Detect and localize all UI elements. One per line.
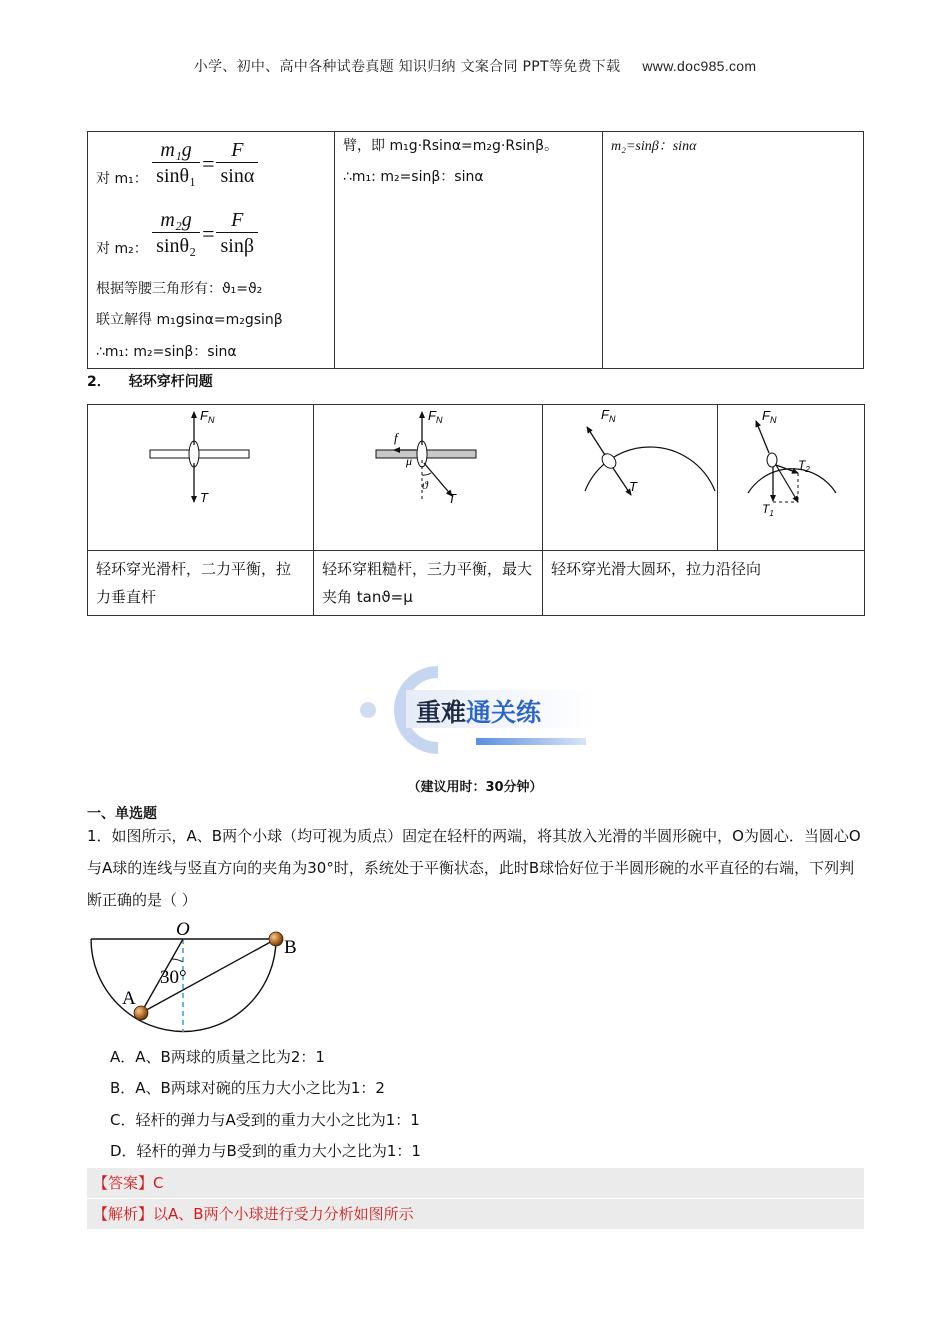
ball-a (134, 1006, 148, 1020)
section-title: 一、单选题 (87, 806, 157, 822)
big-ring-diagram (543, 405, 717, 546)
isosceles-line: 根据等腰三角形有：ϑ₁=ϑ₂ (96, 281, 263, 297)
normal-force-arrow (756, 421, 769, 453)
label-fn: $F_N$ (762, 408, 777, 425)
formula-cell-middle (335, 132, 603, 369)
diagram-smooth-rod (88, 405, 314, 551)
label-f: f (394, 430, 398, 445)
label-fn: $F_N$ (601, 407, 616, 424)
normal-force-arrow (587, 427, 605, 455)
label-t1: $T_1$ (762, 502, 774, 518)
fraction-m1g: $\frac{\text{m₁g}}{\text{sinθ₁}}$ (152, 138, 200, 189)
analysis-box (87, 1199, 864, 1229)
big-ring-arc (748, 469, 836, 493)
formula-cell-left (88, 132, 335, 369)
label-fn: $F_N$ (428, 408, 443, 425)
solve-line: 联立解得 m₁gsinα=m₂gsinβ (96, 312, 283, 328)
label-o: O (176, 919, 190, 940)
label-t: T (629, 479, 637, 494)
ratio-line-left: ∴m₁: m₂=sinβ：sinα (96, 344, 237, 360)
formula-cell-right (603, 132, 864, 369)
question-text: 1．如图所示，A、B两个小球（均可视为质点）固定在轻杆的两端，将其放入光滑的半圆形碗中，O为圆心．当圆心O与A球的连线与竖直方向的夹角为30°时，系统处于平衡状态，此时B球恰好位于半圆形碗的水平直径的右端，下列判断正确的是（ ） (87, 827, 861, 909)
label-t: T (200, 490, 208, 505)
ball-b (269, 932, 283, 946)
bowl-figure (86, 918, 306, 1036)
answer-value: C (153, 1174, 164, 1192)
caption-rough-rod: 轻环穿粗糙杆，三力平衡，最大夹角 tanϑ=μ (314, 551, 543, 616)
caption-smooth-rod: 轻环穿光滑杆，二力平衡，拉力垂直杆 (88, 551, 314, 616)
label-a: A (122, 988, 136, 1009)
diagram-big-ring-decomposed (718, 405, 865, 551)
angle-arc (172, 959, 183, 962)
label-t2: $T_2$ (798, 458, 810, 474)
banner-bar (476, 738, 586, 745)
diagram-big-ring (543, 405, 718, 551)
banner-title: 重难通关练 (416, 698, 542, 727)
moment-line: 臂，即 m₁g·Rsinα=m₂g·Rsinβ。 (343, 138, 559, 154)
ring-rod-table (87, 404, 865, 616)
label-theta: ϑ (422, 478, 428, 492)
option-a[interactable]: A．A、B两球的质量之比为2：1 (110, 1048, 325, 1066)
header-url[interactable]: www.doc985.com (642, 58, 757, 74)
option-c[interactable]: C．轻杆的弹力与A受到的重力大小之比为1：1 (110, 1111, 420, 1129)
option-b[interactable]: B．A、B两球对碗的压力大小之比为1：2 (110, 1079, 385, 1097)
header-text: 小学、初中、高中各种试卷真题 知识归纳 文案合同 PPT等免费下载 (193, 59, 621, 75)
analysis-text: 以A、B两个小球进行受力分析如图所示 (153, 1205, 414, 1223)
label-angle: 30° (160, 967, 187, 988)
fraction-f-beta: $\frac{F}{\sin\beta}$ (216, 208, 258, 259)
formula-table (87, 131, 864, 369)
ratio-line-right: m₂=sinβ：sinα (611, 139, 697, 154)
diagram-rough-rod (314, 405, 543, 551)
label-mu: μ (406, 454, 413, 468)
practice-banner (350, 662, 600, 758)
caption-big-ring: 轻环穿光滑大圆环，拉力沿径向 (543, 551, 865, 616)
resultant-arrow (776, 465, 798, 502)
smooth-rod-diagram (88, 405, 313, 546)
label-t: T (448, 491, 456, 506)
fraction-m2g: $\frac{\text{m₂g}}{\text{sinθ₂}}$ (152, 208, 200, 259)
answer-box (87, 1168, 864, 1198)
rough-rod-diagram (314, 405, 542, 546)
ring (599, 451, 618, 471)
analysis-label: 【解析】 (93, 1205, 154, 1223)
ratio-line-middle: ∴m₁: m₂=sinβ：sinα (343, 169, 484, 185)
option-d[interactable]: D．轻杆的弹力与B受到的重力大小之比为1：1 (110, 1142, 421, 1160)
time-hint: （建议用时：30分钟） (407, 780, 543, 795)
section-2-title: 2． 轻环穿杆问题 (87, 374, 213, 390)
answer-label: 【答案】 (93, 1174, 154, 1192)
banner-dot (360, 702, 376, 718)
label-fn: $F_N$ (200, 408, 215, 425)
page-header (0, 56, 950, 76)
label-b: B (284, 937, 297, 958)
fraction-f-alpha: $\frac{F}{\sin\alpha}$ (216, 138, 258, 189)
ring (767, 453, 777, 467)
big-ring-decomposed-diagram (718, 405, 864, 546)
formula-m2: 对 m₂： $\frac{\text{m₂g}}{\text{sinθ₂}}$ = $\frac{F}{\sin\beta}$ (96, 208, 258, 259)
angle-arc (422, 473, 431, 475)
formula-m1: 对 m₁： $\frac{\text{m₁g}}{\text{sinθ₁}}$ = $\frac{F}{\sin\alpha}$ (96, 138, 258, 189)
